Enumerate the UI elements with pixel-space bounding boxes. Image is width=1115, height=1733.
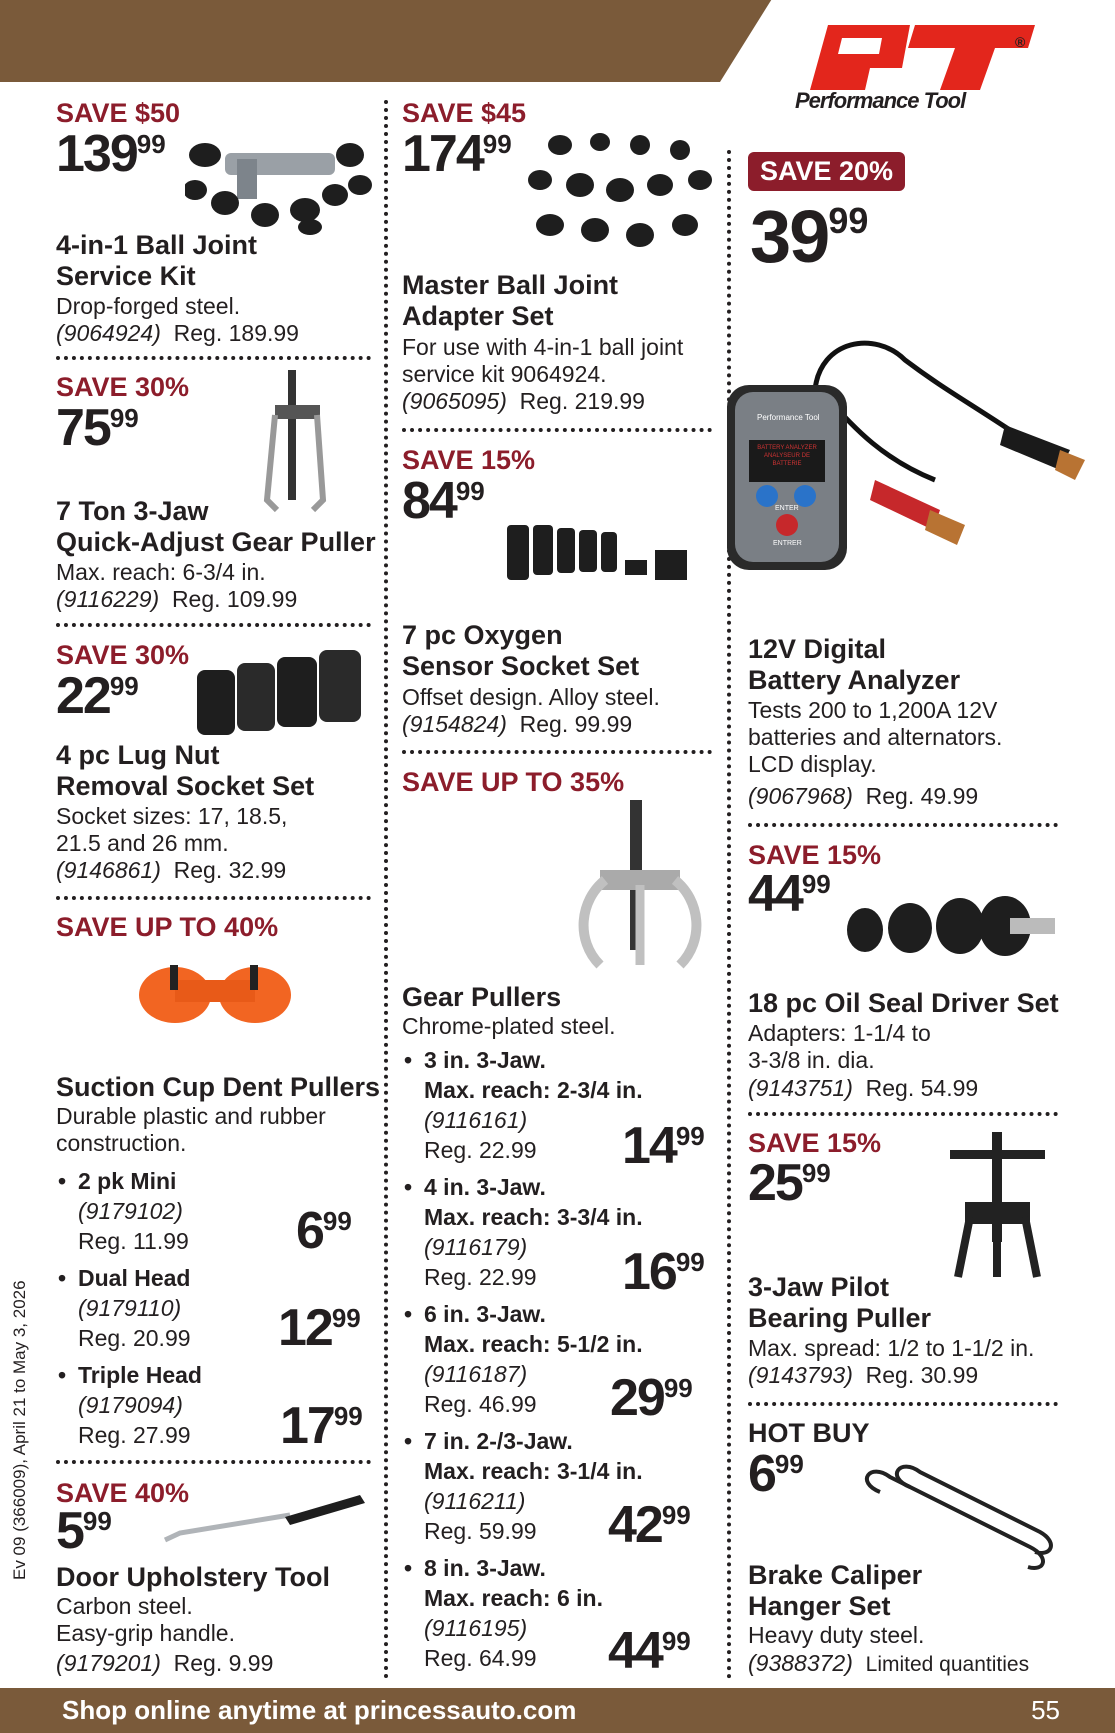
product-sku-line: (9067968) Reg. 49.99 [748,783,979,809]
gear-puller-option: • 8 in. 3-Jaw. Max. reach: 6 in. (9116195) Reg. 64.99 [404,1555,603,1671]
price: 599 [56,1502,112,1560]
battery-analyzer-image [725,320,1085,575]
dent-puller-option: • Dual Head (9179110) Reg. 20.99 [58,1265,191,1351]
top-banner [0,0,820,82]
save-label: SAVE 30% [56,640,190,670]
pilot-bearing-puller-image [940,1132,1055,1282]
product-sku-line: (9143793) Reg. 30.99 [748,1362,979,1388]
logo-registered: ® [1015,34,1026,50]
product-sku-line: (9146861) Reg. 32.99 [56,857,287,883]
product-sku-line: (9064924) Reg. 189.99 [56,320,299,346]
product-title: 7 pc Oxygen Sensor Socket Set [402,620,640,681]
product-desc: Tests 200 to 1,200A 12V batteries and alternators. LCD display. [748,697,1003,777]
performance-tool-logo [790,20,1040,120]
device-screen-text: BATTERY ANALYZER ANALYSEUR DE BATTERIE [757,445,817,467]
product-desc: Max. reach: 6-3/4 in. [56,559,266,585]
section-divider [56,1460,371,1464]
save-label: SAVE 15% [748,1128,882,1158]
gear-puller-option: • 4 in. 3-Jaw. Max. reach: 3-3/4 in. (9116179) Reg. 22.99 [404,1174,643,1290]
gear-puller-option: • 7 in. 2-/3-Jaw. Max. reach: 3-1/4 in. (9116211) Reg. 59.99 [404,1428,643,1544]
device-entrer: ENTRER [773,540,802,547]
oxygen-socket-image [505,520,705,590]
product-title: 12V Digital Battery Analyzer [748,634,961,695]
gear-puller-option: • 6 in. 3-Jaw. Max. reach: 5-1/2 in. (9116187) Reg. 46.99 [404,1301,643,1417]
price: 7599 [56,399,139,457]
product-desc: Chrome-plated steel. [402,1013,616,1039]
upholstery-tool-image [160,1485,370,1555]
save-label: SAVE 30% [56,372,190,402]
caliper-hanger-image [860,1462,1055,1572]
device-brand: Performance Tool [757,413,820,422]
product-title: 4 pc Lug Nut Removal Socket Set [56,740,315,801]
save-label: SAVE UP TO 35% [402,767,625,797]
page-number: 55 [1031,1695,1060,1725]
save-badge: SAVE 20% [748,152,905,191]
product-desc: Socket sizes: 17, 18.5, 21.5 and 26 mm. [56,803,288,856]
product-title: Door Upholstery Tool [56,1562,330,1592]
product-desc: Offset design. Alloy steel. [402,684,660,710]
save-label: SAVE 15% [402,445,536,475]
event-dates: Ev 09 (366009), April 21 to May 3, 2026 [10,1280,29,1580]
price: 2599 [748,1154,831,1212]
option-price: 1499 [622,1117,705,1175]
footer-bar [0,1688,1115,1733]
option-price: 1299 [278,1299,361,1357]
hot-buy-label: HOT BUY [748,1418,870,1448]
product-title: Suction Cup Dent Pullers [56,1072,381,1102]
product-title: Gear Pullers [402,982,562,1012]
product-desc: Durable plastic and rubber construction. [56,1103,326,1156]
price: 2299 [56,667,139,725]
section-divider [748,1112,1058,1116]
option-price: 1699 [622,1243,705,1301]
product-desc: Drop-forged steel. [56,293,241,319]
gear-puller-option: • 3 in. 3-Jaw. Max. reach: 2-3/4 in. (9116161) Reg. 22.99 [404,1047,643,1163]
product-desc: For use with 4-in-1 ball joint service kit 9064924. [402,334,684,387]
dent-puller-option: • 2 pk Mini (9179102) Reg. 11.99 [58,1168,189,1254]
section-divider [56,356,371,360]
save-label: SAVE UP TO 40% [56,912,279,942]
product-sku-line: (9143751) Reg. 54.99 [748,1075,979,1101]
price: 17499 [402,125,512,183]
device-enter: ENTER [775,505,799,512]
price: 699 [748,1445,804,1503]
product-title: Master Ball Joint Adapter Set [402,270,619,331]
product-title: 4-in-1 Ball Joint Service Kit [56,230,258,291]
product-desc: Adapters: 1-1/4 to 3-3/8 in. dia. [748,1020,931,1073]
shop-online-link[interactable]: Shop online anytime at princessauto.com [62,1695,577,1725]
price: 3999 [750,195,869,278]
option-price: 4499 [608,1622,691,1680]
save-label: SAVE $50 [56,98,181,128]
oil-seal-driver-image [845,890,1060,960]
save-label: SAVE 15% [748,840,882,870]
product-sku-line: (9179201) Reg. 9.99 [56,1650,274,1676]
dent-puller-option: • Triple Head (9179094) Reg. 27.99 [58,1362,202,1448]
section-divider [56,623,371,627]
column-divider-1 [384,100,388,1680]
product-sku-line: (9388372) Limited quantities [748,1650,1030,1676]
product-sku-line: (9065095) Reg. 219.99 [402,388,645,414]
option-price: 699 [296,1202,352,1260]
section-divider [402,428,712,432]
product-sku-line: (9116229) Reg. 109.99 [56,586,298,612]
logo-subtitle: Performance Tool [795,88,966,113]
product-title: 18 pc Oil Seal Driver Set [748,988,1059,1018]
product-desc: Heavy duty steel. [748,1622,925,1648]
product-desc: Max. spread: 1/2 to 1-1/2 in. [748,1335,1035,1361]
option-price: 4299 [608,1496,691,1554]
product-desc: Carbon steel. Easy-grip handle. [56,1593,235,1646]
product-title: 7 Ton 3-Jaw Quick-Adjust Gear Puller [56,496,376,557]
product-sku-line: (9154824) Reg. 99.99 [402,711,633,737]
option-price: 1799 [280,1397,363,1455]
save-label: SAVE 40% [56,1478,190,1508]
option-price: 2999 [610,1369,693,1427]
save-label: SAVE $45 [402,98,527,128]
ball-joint-kit-image [185,135,375,240]
price: 13999 [56,125,166,183]
product-title: Brake Caliper Hanger Set [748,1560,923,1621]
price: 8499 [402,472,485,530]
section-divider [748,823,1058,827]
adapter-set-image [520,130,720,260]
gear-pullers-image [575,800,705,970]
lug-nut-sockets-image [195,645,365,740]
section-divider [402,750,712,754]
product-title: 3-Jaw Pilot Bearing Puller [748,1272,932,1333]
section-divider [56,896,371,900]
price: 4499 [748,865,831,923]
section-divider [748,1402,1058,1406]
suction-cup-puller-image [135,950,295,1030]
